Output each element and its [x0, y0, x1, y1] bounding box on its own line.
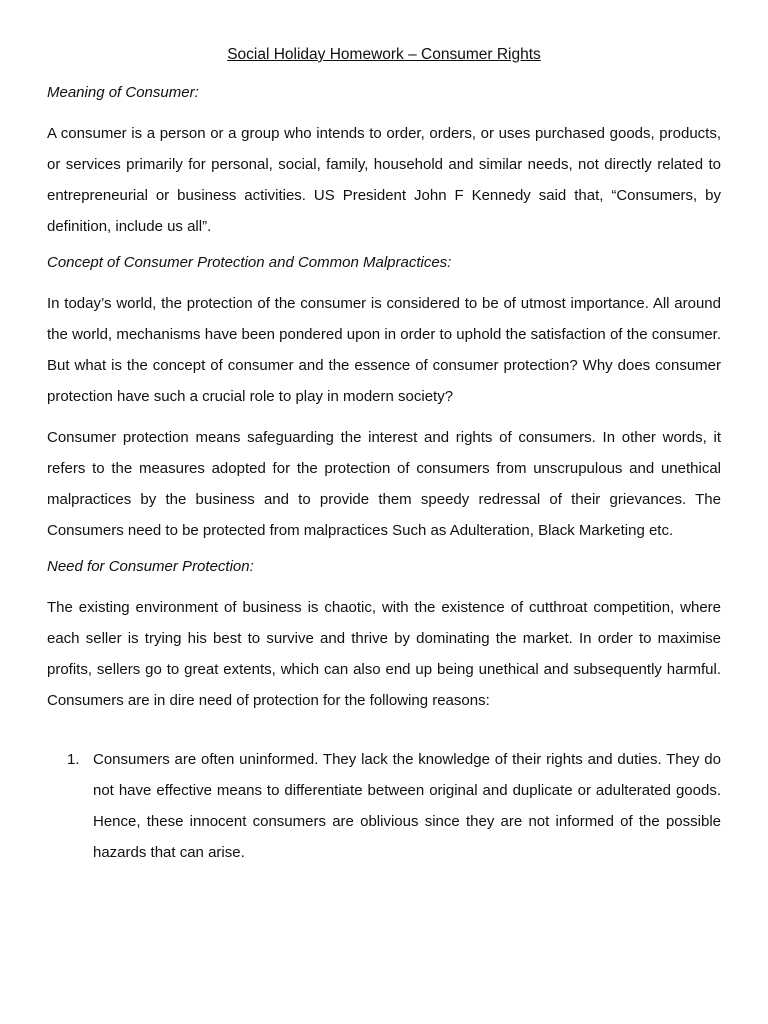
list-item-text: Consumers are often uninformed. They lack the knowledge of their rights and duties. They do not have effective means to differentiate between original and duplicate or adulterated goods. Hence, these innocent consumers are oblivious since they are not informed of the possible hazards that can arise. [93, 751, 721, 861]
paragraph-concept-1: In today’s world, the protection of the consumer is considered to be of utmost importance. All around the world, mechanisms have been pondered upon in order to uphold the satisfaction of the consumer. But what is the concept of consumer and the essence of consumer protection? Why does consumer protection have such a crucial role to play in modern society? [47, 295, 721, 405]
document-page [47, 44, 721, 868]
paragraph-concept-2: Consumer protection means safeguarding the interest and rights of consumers. In other words, it refers to the measures adopted for the protection of consumers from unscrupulous and unethical malpractices by the business and to provide them speedy redressal of their grievances. The Consumers need to be protected from malpractices Such as Adulteration, Black Marketing etc. [47, 429, 721, 539]
section-heading-need: Need for Consumer Protection: [47, 558, 254, 575]
reasons-list [47, 744, 721, 868]
list-item [47, 744, 721, 868]
paragraph-meaning: A consumer is a person or a group who intends to order, orders, or uses purchased goods, products, or services primarily for personal, social, family, household and similar needs, not directly related to entrepreneurial or business activities. US President John F Kennedy said that, “Consumers, by definition, include us all”. [47, 125, 721, 235]
section-heading-concept: Concept of Consumer Protection and Common Malpractices: [47, 254, 452, 271]
document-title: Social Holiday Homework – Consumer Rights [227, 46, 541, 63]
section-heading-meaning: Meaning of Consumer: [47, 84, 199, 101]
list-item-number: 1. [67, 751, 80, 768]
paragraph-need: The existing environment of business is chaotic, with the existence of cutthroat competition, where each seller is trying his best to survive and thrive by dominating the market. In order to maximise profits, sellers go to great extents, which can also end up being unethical and subsequently harmful. Consumers are in dire need of protection for the following reasons: [47, 599, 721, 709]
